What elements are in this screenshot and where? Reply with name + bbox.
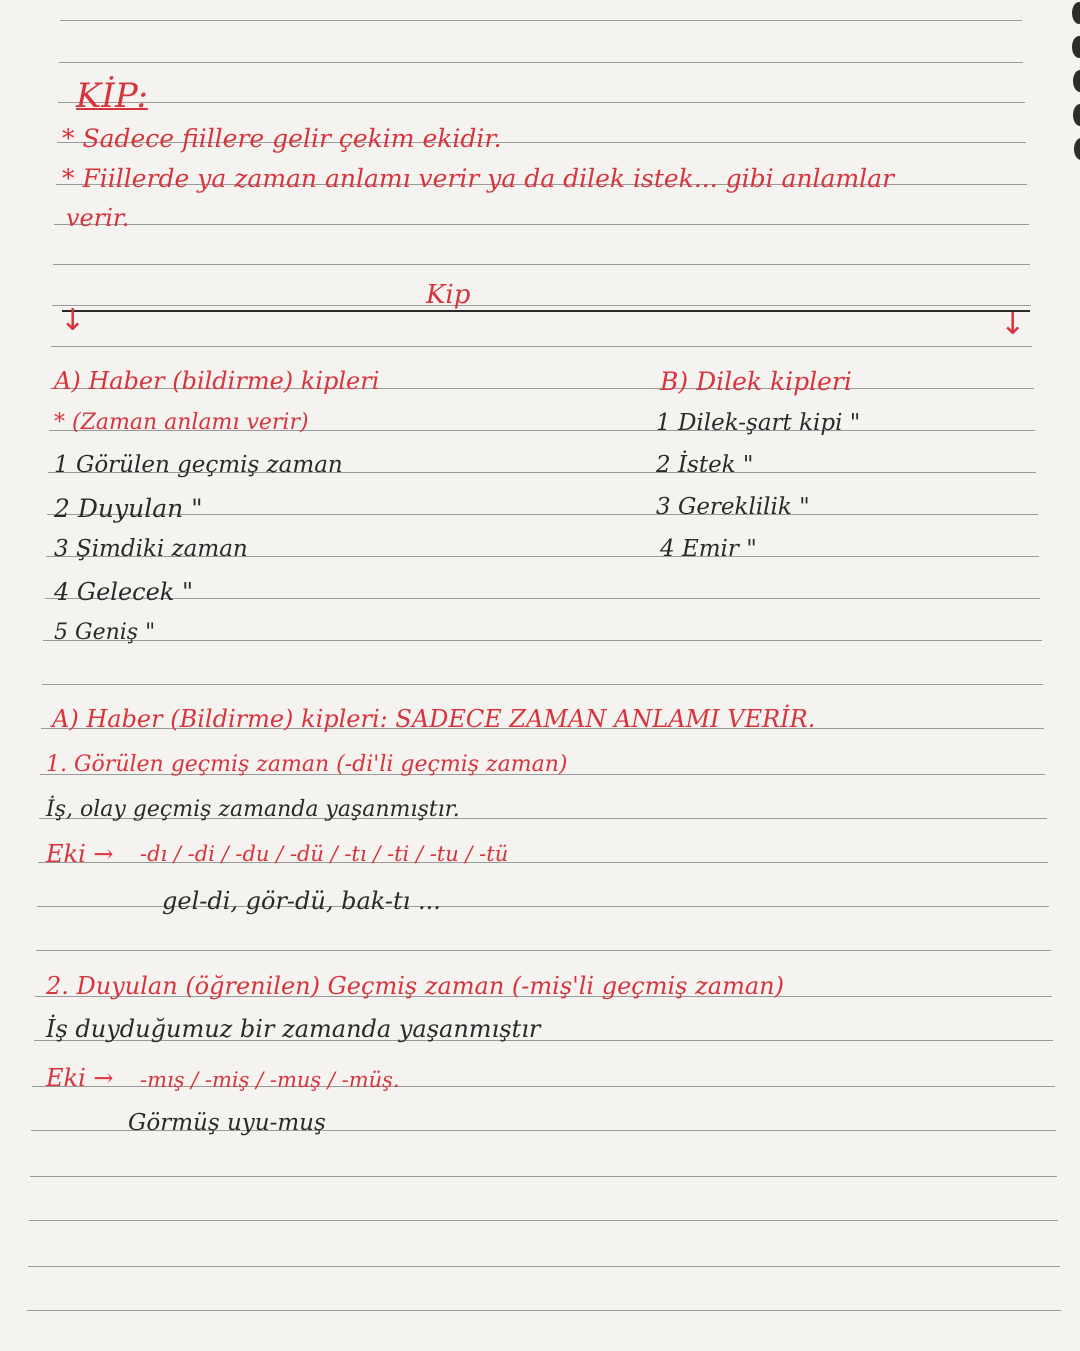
past-seen-suffix-label: Eki → [46,840,114,868]
section-a-note: * (Zaman anlamı verir) [54,410,309,435]
section-b-heading: B) Dilek kipleri [660,367,852,396]
ruled-line [51,346,1032,347]
ruled-line [53,264,1030,265]
section-a-item: 3 Şimdiki zaman [54,536,248,562]
intro-line-3: verir. [66,204,130,232]
past-heard-suffixes: -mış / -miş / -muş / -müş. [140,1068,400,1092]
past-heard-desc: İş duyduğumuz bir zamanda yaşanmıştır [46,1015,541,1043]
section-a-item: 4 Gelecek " [54,578,194,606]
section-b-item: 1 Dilek-şart kipi " [656,410,861,436]
binder-hole [1073,104,1080,126]
ruled-line [58,102,1025,103]
ruled-line [43,640,1042,641]
diagram-label: Kip [426,280,471,310]
ruled-line [59,62,1023,63]
section-b-item: 2 İstek " [656,452,754,478]
past-seen-title: 1. Görülen geçmiş zaman (-di'li geçmiş zaman) [46,752,568,777]
binder-hole [1072,36,1080,58]
section-a-item: 1 Görülen geçmiş zaman [54,452,343,478]
arrow-down-right-icon: ↓ [1000,307,1026,342]
section-a-item: 2 Duyulan " [54,494,203,523]
arrow-down-left-icon: ↓ [60,303,86,338]
intro-line-1: * Sadece fiillere gelir çekim ekidir. [62,124,502,153]
section-b-item: 4 Emir " [660,536,757,562]
page-title: KİP: [76,76,148,116]
binder-hole [1074,138,1080,160]
ruled-line [42,684,1043,685]
detail-heading: A) Haber (Bildirme) kipleri: SADECE ZAMAN ANLAMI VERİR. [52,705,816,733]
section-a-heading: A) Haber (bildirme) kipleri [54,367,380,395]
ruled-line [28,1266,1060,1267]
ruled-line [29,1220,1058,1221]
past-seen-desc: İş, olay geçmiş zamanda yaşanmıştır. [46,797,460,822]
past-seen-suffixes: -dı / -di / -du / -dü / -tı / -ti / -tu / -tü [140,842,509,866]
binder-hole [1073,70,1080,92]
ruled-line [54,224,1029,225]
ruled-line [45,598,1040,599]
past-heard-examples: Görmüş uyu-muş [128,1110,326,1136]
section-a-item: 5 Geniş " [54,620,156,645]
ruled-line [30,1176,1057,1177]
intro-line-2: * Fiillerde ya zaman anlamı verir ya da dilek istek... gibi anlamlar [62,164,895,193]
ruled-line [36,950,1051,951]
diagram-line [62,310,1030,312]
binder-hole [1072,2,1080,24]
ruled-line [60,20,1022,21]
ruled-line [52,305,1031,306]
ruled-line [27,1310,1061,1311]
section-b-item: 3 Gereklilik " [656,494,810,520]
past-heard-suffix-label: Eki → [46,1064,114,1092]
past-seen-examples: gel-di, gör-dü, bak-tı ... [162,887,441,915]
past-heard-title: 2. Duyulan (öğrenilen) Geçmiş zaman (-miş'li geçmiş zaman) [46,972,784,1000]
